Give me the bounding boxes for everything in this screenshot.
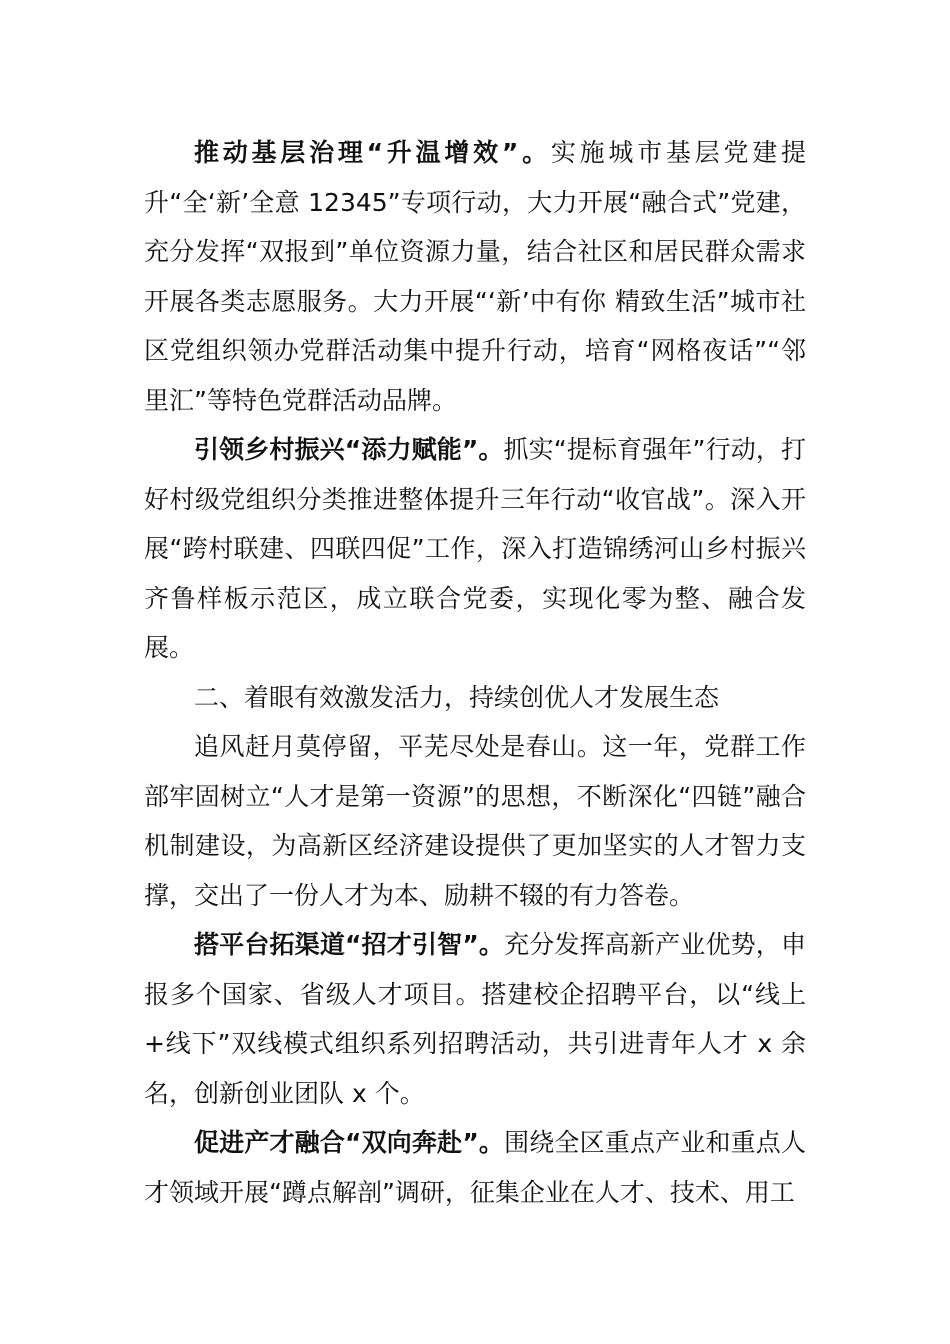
paragraph-text: 抓实“提标育强年”行动，打好村级党组织分类推进整体提升三年行动“收官战”。深入开展“跨村联建、四联四促”工作，深入打造锦绣河山乡村振兴齐鲁样板示范区，成立联合党委，实现化零为整、融合发展。 xyxy=(144,435,806,662)
paragraph-lead: 搭平台拓渠道“招才引智”。 xyxy=(194,930,505,959)
document-body xyxy=(144,128,806,1217)
paragraph-industry-talent xyxy=(144,1118,806,1217)
paragraph-talent-intro xyxy=(144,722,806,920)
paragraph-grassroots-governance xyxy=(144,128,806,425)
paragraph-text: 围绕全区重点产业和重点人才领域开展“蹲点解剖”调研，征集企业在人才、技术、用工 xyxy=(144,1128,806,1207)
paragraph-text: 实施城市基层党建提升“全‘新’全意 12345”专项行动，大力开展“融合式”党建，充分发挥“双报到”单位资源力量，结合社区和居民群众需求开展各类志愿服务。大力开展“‘新’中有你 精致生活”城市社区党组织领办党群活动集中提升行动，培育“网格夜话”“邻里汇”等特色党群活动品牌。 xyxy=(144,138,806,415)
section-heading-text: 二、着眼有效激发活力，持续创优人才发展生态 xyxy=(194,682,720,712)
paragraph-talent-recruitment xyxy=(144,920,806,1118)
paragraph-lead: 推动基层治理“升温增效”。 xyxy=(194,138,551,167)
paragraph-lead: 引领乡村振兴“添力赋能”。 xyxy=(194,435,504,464)
section-heading xyxy=(144,673,806,723)
paragraph-text: 追风赶月莫停留，平芜尽处是春山。这一年，党群工作部牢固树立“人才是第一资源”的思想，不断深化“四链”融合机制建设，为高新区经济建设提供了更加坚实的人才智力支撑，交出了一份人才为本、励耕不辍的有力答卷。 xyxy=(144,732,806,910)
paragraph-rural-revitalization xyxy=(144,425,806,673)
paragraph-text: 充分发挥高新产业优势，申报多个国家、省级人才项目。搭建校企招聘平台，以“线上+线下”双线模式组织系列招聘活动，共引进青年人才 x 余名，创新创业团队 x 个。 xyxy=(144,930,806,1108)
paragraph-lead: 促进产才融合“双向奔赴”。 xyxy=(194,1128,505,1157)
